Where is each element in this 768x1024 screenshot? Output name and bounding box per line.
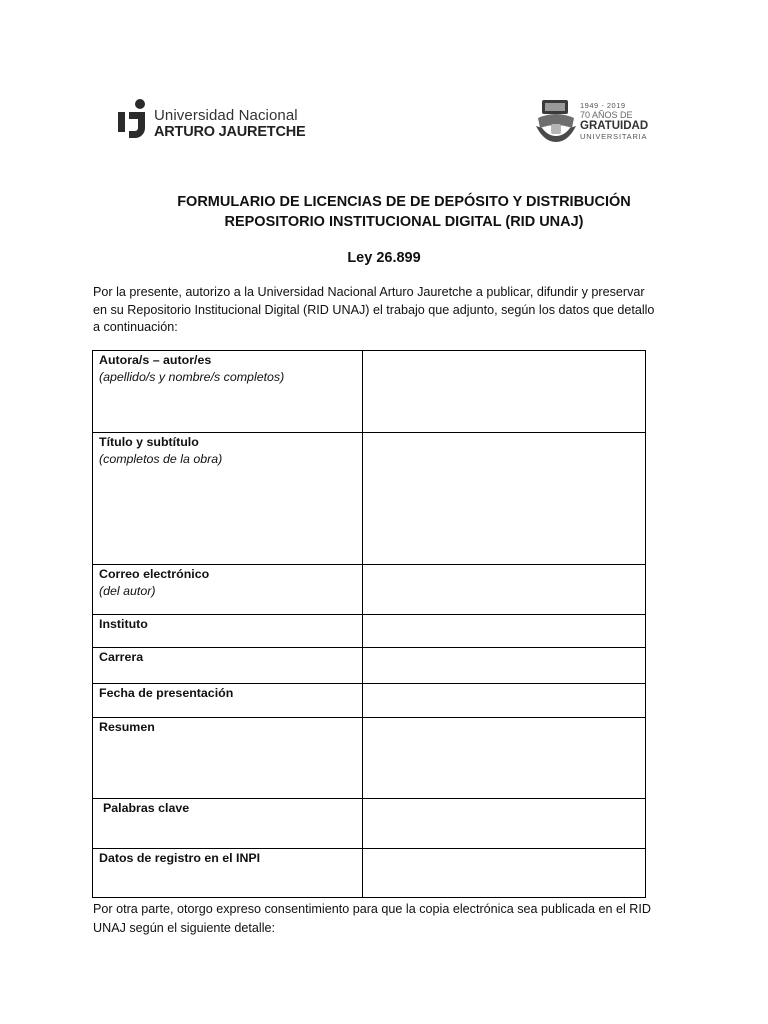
institute-label: Instituto xyxy=(99,617,148,631)
form-label-cell xyxy=(93,684,363,718)
document-title-line1: FORMULARIO DE LICENCIAS DE DE DEPÓSITO Y DISTRIBUCIÓN xyxy=(177,194,631,210)
form-row-career xyxy=(93,648,646,684)
anniversary-years: 1949 - 2019 xyxy=(580,101,626,110)
inpi-field[interactable] xyxy=(363,849,646,898)
anniversary-subtitle: 70 AÑOS DE xyxy=(580,109,633,120)
institute-field[interactable] xyxy=(363,615,646,648)
form-row-authors xyxy=(93,351,646,433)
date-field[interactable] xyxy=(363,684,646,718)
intro-paragraph xyxy=(93,284,683,337)
email-label: Correo electrónico xyxy=(99,567,210,581)
abstract-label: Resumen xyxy=(99,720,155,734)
form-label-cell xyxy=(93,849,363,898)
form-label-cell xyxy=(93,433,363,565)
title-hint: (completos de la obra) xyxy=(99,452,223,466)
form-row-institute xyxy=(93,615,646,648)
title-field[interactable] xyxy=(363,433,646,565)
anniversary-tagline: UNIVERSITARIA xyxy=(580,132,648,141)
form-label-cell xyxy=(93,615,363,648)
title-label: Título y subtítulo xyxy=(99,435,199,449)
keywords-field[interactable] xyxy=(363,799,646,849)
email-hint: (del autor) xyxy=(99,584,156,598)
unaj-logo-icon xyxy=(116,98,150,140)
email-field[interactable] xyxy=(363,565,646,615)
license-form-table xyxy=(92,350,646,898)
keywords-label: Palabras clave xyxy=(103,801,190,815)
authors-label: Autora/s – autor/es xyxy=(99,353,212,367)
form-label-cell xyxy=(93,648,363,684)
abstract-field[interactable] xyxy=(363,718,646,799)
law-reference: Ley 26.899 xyxy=(347,250,421,266)
outro-line: UNAJ según el siguiente detalle: xyxy=(93,920,276,935)
unaj-name-line1: Universidad Nacional xyxy=(154,107,298,124)
form-label-cell xyxy=(93,799,363,849)
career-label: Carrera xyxy=(99,650,144,664)
form-row-title xyxy=(93,433,646,565)
form-row-abstract xyxy=(93,718,646,799)
form-label-cell xyxy=(93,565,363,615)
form-row-keywords xyxy=(93,799,646,849)
authors-field[interactable] xyxy=(363,351,646,433)
unaj-name-line2: ARTURO JAURETCHE xyxy=(154,124,306,140)
outro-line: Por otra parte, otorgo expreso consentimiento para que la copia electrónica sea publicada en el RID xyxy=(93,902,651,916)
form-row-email xyxy=(93,565,646,615)
intro-line: en su Repositorio Institucional Digital (RID UNAJ) el trabajo que adjunto, según los datos que detallo xyxy=(93,302,655,317)
anniversary-seal-icon xyxy=(534,98,578,144)
intro-line: Por la presente, autorizo a la Universidad Nacional Arturo Jauretche a publicar, difundir y preservar xyxy=(93,285,645,299)
date-label: Fecha de presentación xyxy=(99,686,234,700)
anniversary-headline: GRATUIDAD xyxy=(580,119,649,132)
intro-line: a continuación: xyxy=(93,320,178,334)
form-label-cell xyxy=(93,351,363,433)
outro-paragraph xyxy=(93,900,693,937)
career-field[interactable] xyxy=(363,648,646,684)
form-row-date xyxy=(93,684,646,718)
form-label-cell xyxy=(93,718,363,799)
authors-hint: (apellido/s y nombre/s completos) xyxy=(99,370,285,384)
unaj-logo xyxy=(116,98,316,142)
form-row-inpi xyxy=(93,849,646,898)
anniversary-logo xyxy=(534,98,659,144)
inpi-label: Datos de registro en el INPI xyxy=(99,851,261,865)
document-title-line2: REPOSITORIO INSTITUCIONAL DIGITAL (RID UNAJ) xyxy=(224,214,584,230)
